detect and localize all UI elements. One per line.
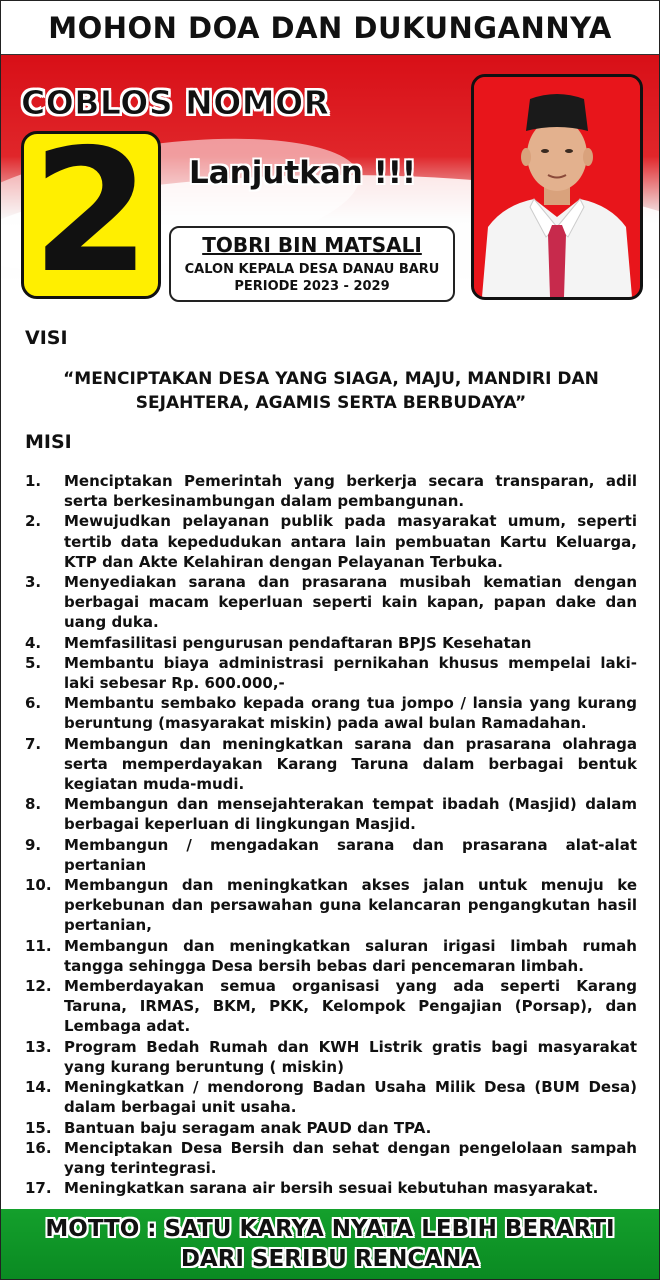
misi-item-text: Membantu sembako kepada orang tua jompo / lansia yang kurang beruntung (masyarakat miskin) pada awal bulan Ramadahan. xyxy=(64,694,637,733)
misi-item-text: Meningkatkan / mendorong Badan Usaha Milik Desa (BUM Desa) dalam berbagai unit usaha. xyxy=(64,1078,637,1117)
misi-item-text: Menciptakan Desa Bersih dan sehat dengan pengelolaan sampah yang terintegrasi. xyxy=(64,1138,637,1177)
misi-item-text: Mewujudkan pelayanan publik pada masyarakat umum, seperti tertib data kepedudukan antara lain pembuatan Kartu Keluarga, KTP dan Akte Kelahiran dengan Pelayanan Terbuka. xyxy=(64,512,637,571)
misi-item-number: 12. xyxy=(25,977,52,996)
candidate-position: CALON KEPALA DESA DANAU BARU xyxy=(184,262,440,277)
visi-line-2: SEJAHTERA, AGAMIS SERTA BERBUDAYA” xyxy=(135,393,527,413)
misi-item xyxy=(25,794,637,834)
candidate-period: PERIODE 2023 - 2029 xyxy=(234,279,390,294)
misi-item-text: Membangun dan meningkatkan akses jalan untuk menuju ke perkebunan dan persawahan guna kelancaran pengangkutan hasil pertanian, xyxy=(64,876,637,935)
misi-item xyxy=(25,835,637,875)
misi-item-text: Membangun dan mensejahterakan tempat ibadah (Masjid) dalam berbagai keperluan di lingkungan Masjid. xyxy=(64,795,637,834)
motto-line-1: MOTTO : SATU KARYA NYATA LEBIH BERARTI xyxy=(45,1216,615,1242)
misi-item xyxy=(25,936,637,976)
misi-item xyxy=(25,633,637,653)
misi-item xyxy=(25,1077,637,1117)
motto-line-2: DARI SERIBU RENCANA xyxy=(180,1246,480,1272)
candidate-banner xyxy=(1,55,659,321)
misi-item-text: Membangun dan meningkatkan sarana dan prasarana olahraga serta memperdayakan Karang Taruna dalam berbagai bentuk kegiatan muda-mudi. xyxy=(64,734,637,794)
misi-item-text: Bantuan baju seragam anak PAUD dan TPA. xyxy=(64,1118,432,1137)
misi-heading: MISI xyxy=(25,431,72,453)
misi-item-number: 3. xyxy=(25,573,42,592)
ballot-number-box xyxy=(21,113,161,311)
misi-item-number: 8. xyxy=(25,795,42,814)
misi-item xyxy=(25,693,637,733)
misi-item xyxy=(25,976,637,1037)
misi-item-text: Membantu biaya administrasi pernikahan khusus mempelai laki-laki sebesar Rp. 600.000,- xyxy=(64,653,637,693)
misi-item xyxy=(25,1118,637,1138)
misi-item-text: Program Bedah Rumah dan KWH Listrik gratis bagi masyarakat yang kurang beruntung ( miskin) xyxy=(64,1037,637,1076)
misi-item-number: 2. xyxy=(25,512,42,531)
motto-banner xyxy=(1,1209,659,1279)
misi-item-number: 7. xyxy=(25,734,42,753)
candidate-name-box xyxy=(169,226,455,302)
misi-item xyxy=(25,653,637,693)
misi-item-number: 9. xyxy=(25,835,42,854)
misi-item xyxy=(25,1037,637,1077)
candidate-portrait-icon xyxy=(474,77,640,297)
misi-item xyxy=(25,471,637,511)
misi-item xyxy=(25,511,637,572)
misi-item xyxy=(25,1178,637,1198)
visi-line-1: “MENCIPTAKAN DESA YANG SIAGA, MAJU, MANDIRI DAN xyxy=(63,369,599,389)
misi-item-number: 11. xyxy=(25,936,52,955)
misi-item-number: 10. xyxy=(25,876,52,895)
misi-item-text: Menciptakan Pemerintah yang berkerja secara transparan, adil serta berkesinambungan dalam pembangunan. xyxy=(64,472,637,511)
misi-item-number: 13. xyxy=(25,1037,52,1056)
misi-item xyxy=(25,1138,637,1178)
misi-item-number: 15. xyxy=(25,1118,52,1137)
visi-heading: VISI xyxy=(25,327,68,349)
misi-item-number: 5. xyxy=(25,653,42,672)
candidate-name: TOBRI BIN MATSALI xyxy=(202,233,422,257)
misi-item-number: 16. xyxy=(25,1138,52,1157)
misi-item-text: Membangun dan meningkatkan saluran irigasi limbah rumah tangga sehingga Desa bersih bebas dari pencemaran limbah. xyxy=(64,936,637,975)
misi-item-number: 17. xyxy=(25,1179,52,1198)
coblos-label: COBLOS NOMOR xyxy=(21,83,330,122)
misi-item-number: 1. xyxy=(25,472,42,490)
misi-item-text: Membangun / mengadakan sarana dan prasarana alat-alat pertanian xyxy=(64,835,637,874)
visi-statement xyxy=(31,367,631,415)
misi-item xyxy=(25,875,637,936)
misi-item-text: Menyediakan sarana dan prasarana musibah kematian dengan berbagai macam keperluan seperti kain kapan, papan dake dan uang duka. xyxy=(64,573,637,632)
slogan: Lanjutkan !!! xyxy=(189,155,417,191)
misi-item-text: Memfasilitasi pengurusan pendaftaran BPJS Kesehatan xyxy=(64,633,532,652)
misi-item-number: 14. xyxy=(25,1078,52,1097)
misi-item-number: 4. xyxy=(25,633,42,652)
misi-list xyxy=(25,471,637,1198)
candidate-photo xyxy=(471,74,643,300)
misi-item-number: 6. xyxy=(25,694,42,713)
misi-item-text: Meningkatkan sarana air bersih sesuai kebutuhan masyarakat. xyxy=(64,1179,599,1198)
misi-item xyxy=(25,734,637,795)
poster-title: MOHON DOA DAN DUKUNGANNYA xyxy=(1,1,659,55)
misi-item-text: Memberdayakan semua organisasi yang ada seperti Karang Taruna, IRMAS, BKM, PKK, Kelompok Pengajian (Porsap), dan Lembaga adat. xyxy=(64,977,637,1036)
ballot-number: 2 xyxy=(31,113,151,311)
misi-item xyxy=(25,572,637,633)
